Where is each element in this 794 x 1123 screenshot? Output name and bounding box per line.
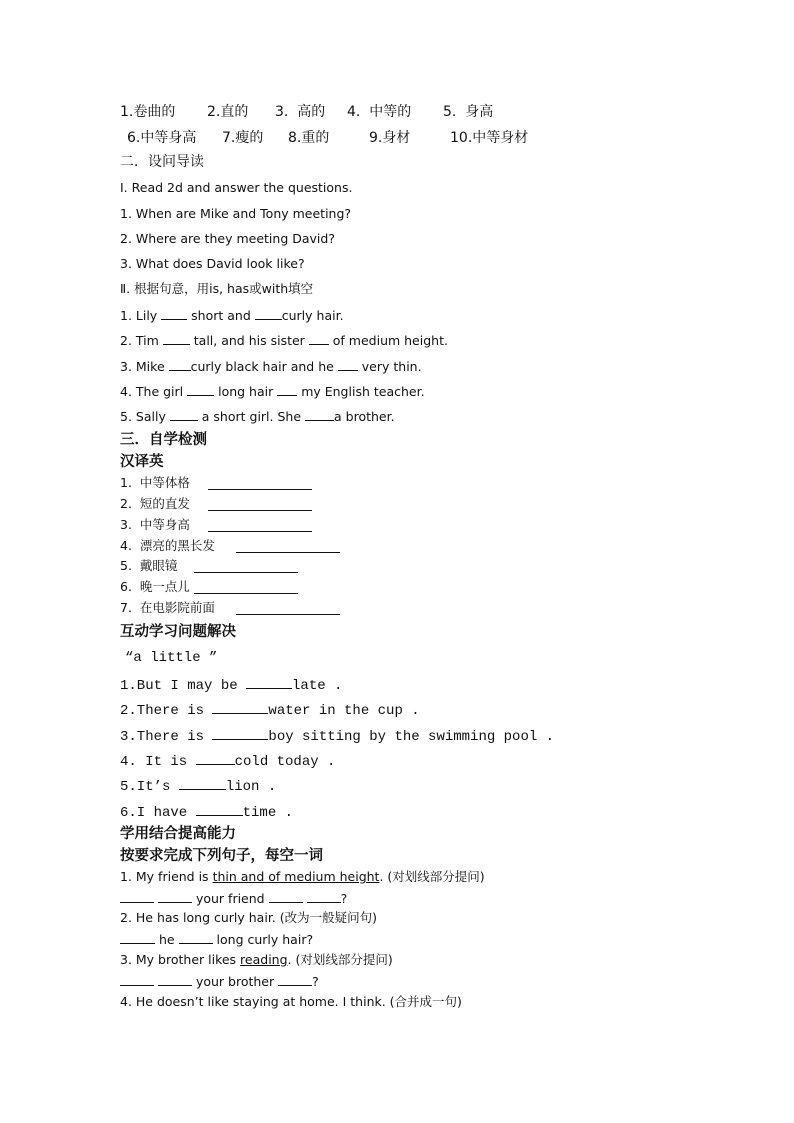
answer-blank[interactable] <box>208 498 312 511</box>
fill-item <box>120 727 554 745</box>
exercise-answer <box>120 890 347 907</box>
translate-item <box>120 600 215 616</box>
answer-blank[interactable] <box>338 358 358 371</box>
item-text: 3.There is <box>120 729 213 745</box>
question: 3. What does David look like? <box>120 256 305 271</box>
answer-blank[interactable] <box>163 332 190 345</box>
item-text: long curly hair? <box>212 932 314 947</box>
item-text: . (对划线部分提问) <box>287 952 393 967</box>
answer-blank[interactable] <box>208 519 312 532</box>
section-subtitle: 按要求完成下列句子，每空一词 <box>120 848 323 864</box>
item-text: 5.It’s <box>120 779 179 795</box>
part-heading: Ⅱ. 根据句意，用is, has或with填空 <box>120 281 314 296</box>
vocab-item: 6.中等身高 <box>127 130 197 146</box>
item-text: 6. 晚一点儿 <box>120 579 190 594</box>
item-text: 4. It is <box>120 754 196 770</box>
item-text: long hair <box>214 384 278 399</box>
item-text: 1.But I may be <box>120 678 247 694</box>
vocab-item: 1.卷曲的 <box>120 104 176 120</box>
fill-item <box>120 752 335 770</box>
translate-item <box>120 517 190 533</box>
item-text: a brother. <box>334 409 395 424</box>
exercise-question: 2. He has long curly hair. (改为一般疑问句) <box>120 910 378 925</box>
vocab-item: 10.中等身材 <box>450 130 529 146</box>
item-text: 2. Tim <box>120 333 163 348</box>
item-text: 1. My friend is <box>120 869 213 884</box>
item-text: cold today . <box>234 754 336 770</box>
section-title: 二．设问导读 <box>120 154 204 170</box>
vocab-item: 3. 高的 <box>275 104 326 120</box>
item-text: water in the cup . <box>268 703 420 719</box>
answer-blank[interactable] <box>236 602 340 615</box>
section-title: 学用结合提高能力 <box>120 826 236 842</box>
item-text: boy sitting by the swimming pool . <box>268 729 555 745</box>
exercise-answer <box>120 931 313 948</box>
item-text: time . <box>242 805 294 821</box>
vocab-item: 8.重的 <box>288 130 330 146</box>
answer-blank[interactable] <box>179 777 226 790</box>
translate-item <box>120 475 190 491</box>
item-text: 4. The girl <box>120 384 188 399</box>
answer-blank[interactable] <box>307 890 341 903</box>
item-text: 7. 在电影院前面 <box>120 600 215 615</box>
answer-blank[interactable] <box>161 307 187 320</box>
item-text: ? <box>312 974 319 989</box>
answer-blank[interactable] <box>278 973 312 986</box>
exercise-question <box>120 869 485 885</box>
answer-blank[interactable] <box>120 931 155 944</box>
item-text: 3. Mike <box>120 359 169 374</box>
item-text: curly hair. <box>281 308 344 323</box>
underlined-text: thin and of medium height <box>212 869 380 884</box>
section-title: 三．自学检测 <box>120 432 207 448</box>
vocab-item: 9.身材 <box>369 130 411 146</box>
answer-blank[interactable] <box>158 890 192 903</box>
vocab-item: 4. 中等的 <box>347 104 412 120</box>
topic-label: “a little ” <box>125 650 218 666</box>
item-text: ? <box>340 891 348 906</box>
item-text: your brother <box>191 974 279 989</box>
answer-blank[interactable] <box>169 358 191 371</box>
fill-item <box>120 676 342 694</box>
answer-blank[interactable] <box>212 701 268 714</box>
answer-blank[interactable] <box>170 408 198 421</box>
item-text: 3. My brother likes <box>120 952 241 967</box>
fill-item <box>120 307 344 324</box>
answer-blank[interactable] <box>194 560 298 573</box>
answer-blank[interactable] <box>212 727 268 740</box>
section-subtitle: 汉译英 <box>120 454 164 470</box>
vocab-item: 7.瘦的 <box>222 130 264 146</box>
question: 2. Where are they meeting David? <box>120 231 335 246</box>
answer-blank[interactable] <box>269 890 303 903</box>
item-text: very thin. <box>357 359 422 374</box>
answer-blank[interactable] <box>305 408 334 421</box>
item-text: my English teacher. <box>297 384 425 399</box>
answer-blank[interactable] <box>179 931 213 944</box>
item-text: 1. 中等体格 <box>120 475 190 490</box>
item-text: of medium height. <box>328 333 448 348</box>
part-heading: Ⅰ. Read 2d and answer the questions. <box>120 180 353 195</box>
fill-item <box>120 358 422 375</box>
exercise-question <box>120 952 393 968</box>
item-text: 5. 戴眼镜 <box>120 558 178 573</box>
answer-blank[interactable] <box>255 307 282 320</box>
question: 1. When are Mike and Tony meeting? <box>120 206 352 221</box>
item-text: your friend <box>191 891 269 906</box>
item-text: 1. Lily <box>120 308 162 323</box>
item-text: 5. Sally <box>120 409 170 424</box>
translate-item <box>120 538 215 554</box>
item-text: lion . <box>225 779 277 795</box>
exercise-answer <box>120 973 319 990</box>
section-title: 互动学习问题解决 <box>120 624 236 640</box>
fill-item <box>120 383 425 400</box>
item-text: 6.I have <box>120 805 196 821</box>
item-text: short and <box>187 308 255 323</box>
answer-blank[interactable] <box>196 752 235 765</box>
answer-blank[interactable] <box>120 890 154 903</box>
fill-item <box>120 332 448 349</box>
answer-blank[interactable] <box>120 973 154 986</box>
item-text: 2.There is <box>120 703 213 719</box>
fill-item <box>120 777 276 795</box>
item-text: 2. 短的直发 <box>120 496 190 511</box>
exercise-question: 4. He doesn’t like staying at home. I think. (合并成一句) <box>120 994 462 1009</box>
answer-blank[interactable] <box>196 803 243 816</box>
item-text: a short girl. She <box>197 409 306 424</box>
answer-blank[interactable] <box>236 540 340 553</box>
answer-blank[interactable] <box>158 973 192 986</box>
translate-item <box>120 558 177 574</box>
item-text: late . <box>292 678 343 694</box>
answer-blank[interactable] <box>277 383 297 396</box>
answer-blank[interactable] <box>194 581 298 594</box>
answer-blank[interactable] <box>246 676 292 689</box>
item-text: curly black hair and he <box>190 359 338 374</box>
answer-blank[interactable] <box>309 332 329 345</box>
vocab-item: 2.直的 <box>207 104 249 120</box>
item-text: 4. 漂亮的黑长发 <box>120 538 215 553</box>
item-text: tall, and his sister <box>189 333 309 348</box>
item-text: 3. 中等身高 <box>120 517 190 532</box>
fill-item <box>120 701 420 719</box>
answer-blank[interactable] <box>187 383 214 396</box>
underlined-text: reading <box>240 952 288 967</box>
item-text: he <box>155 932 179 947</box>
item-text: . (对划线部分提问) <box>379 869 485 884</box>
fill-item <box>120 408 395 425</box>
vocab-item: 5. 身高 <box>443 104 494 120</box>
answer-blank[interactable] <box>208 477 312 490</box>
translate-item <box>120 496 190 512</box>
fill-item <box>120 803 293 821</box>
translate-item <box>120 579 190 595</box>
